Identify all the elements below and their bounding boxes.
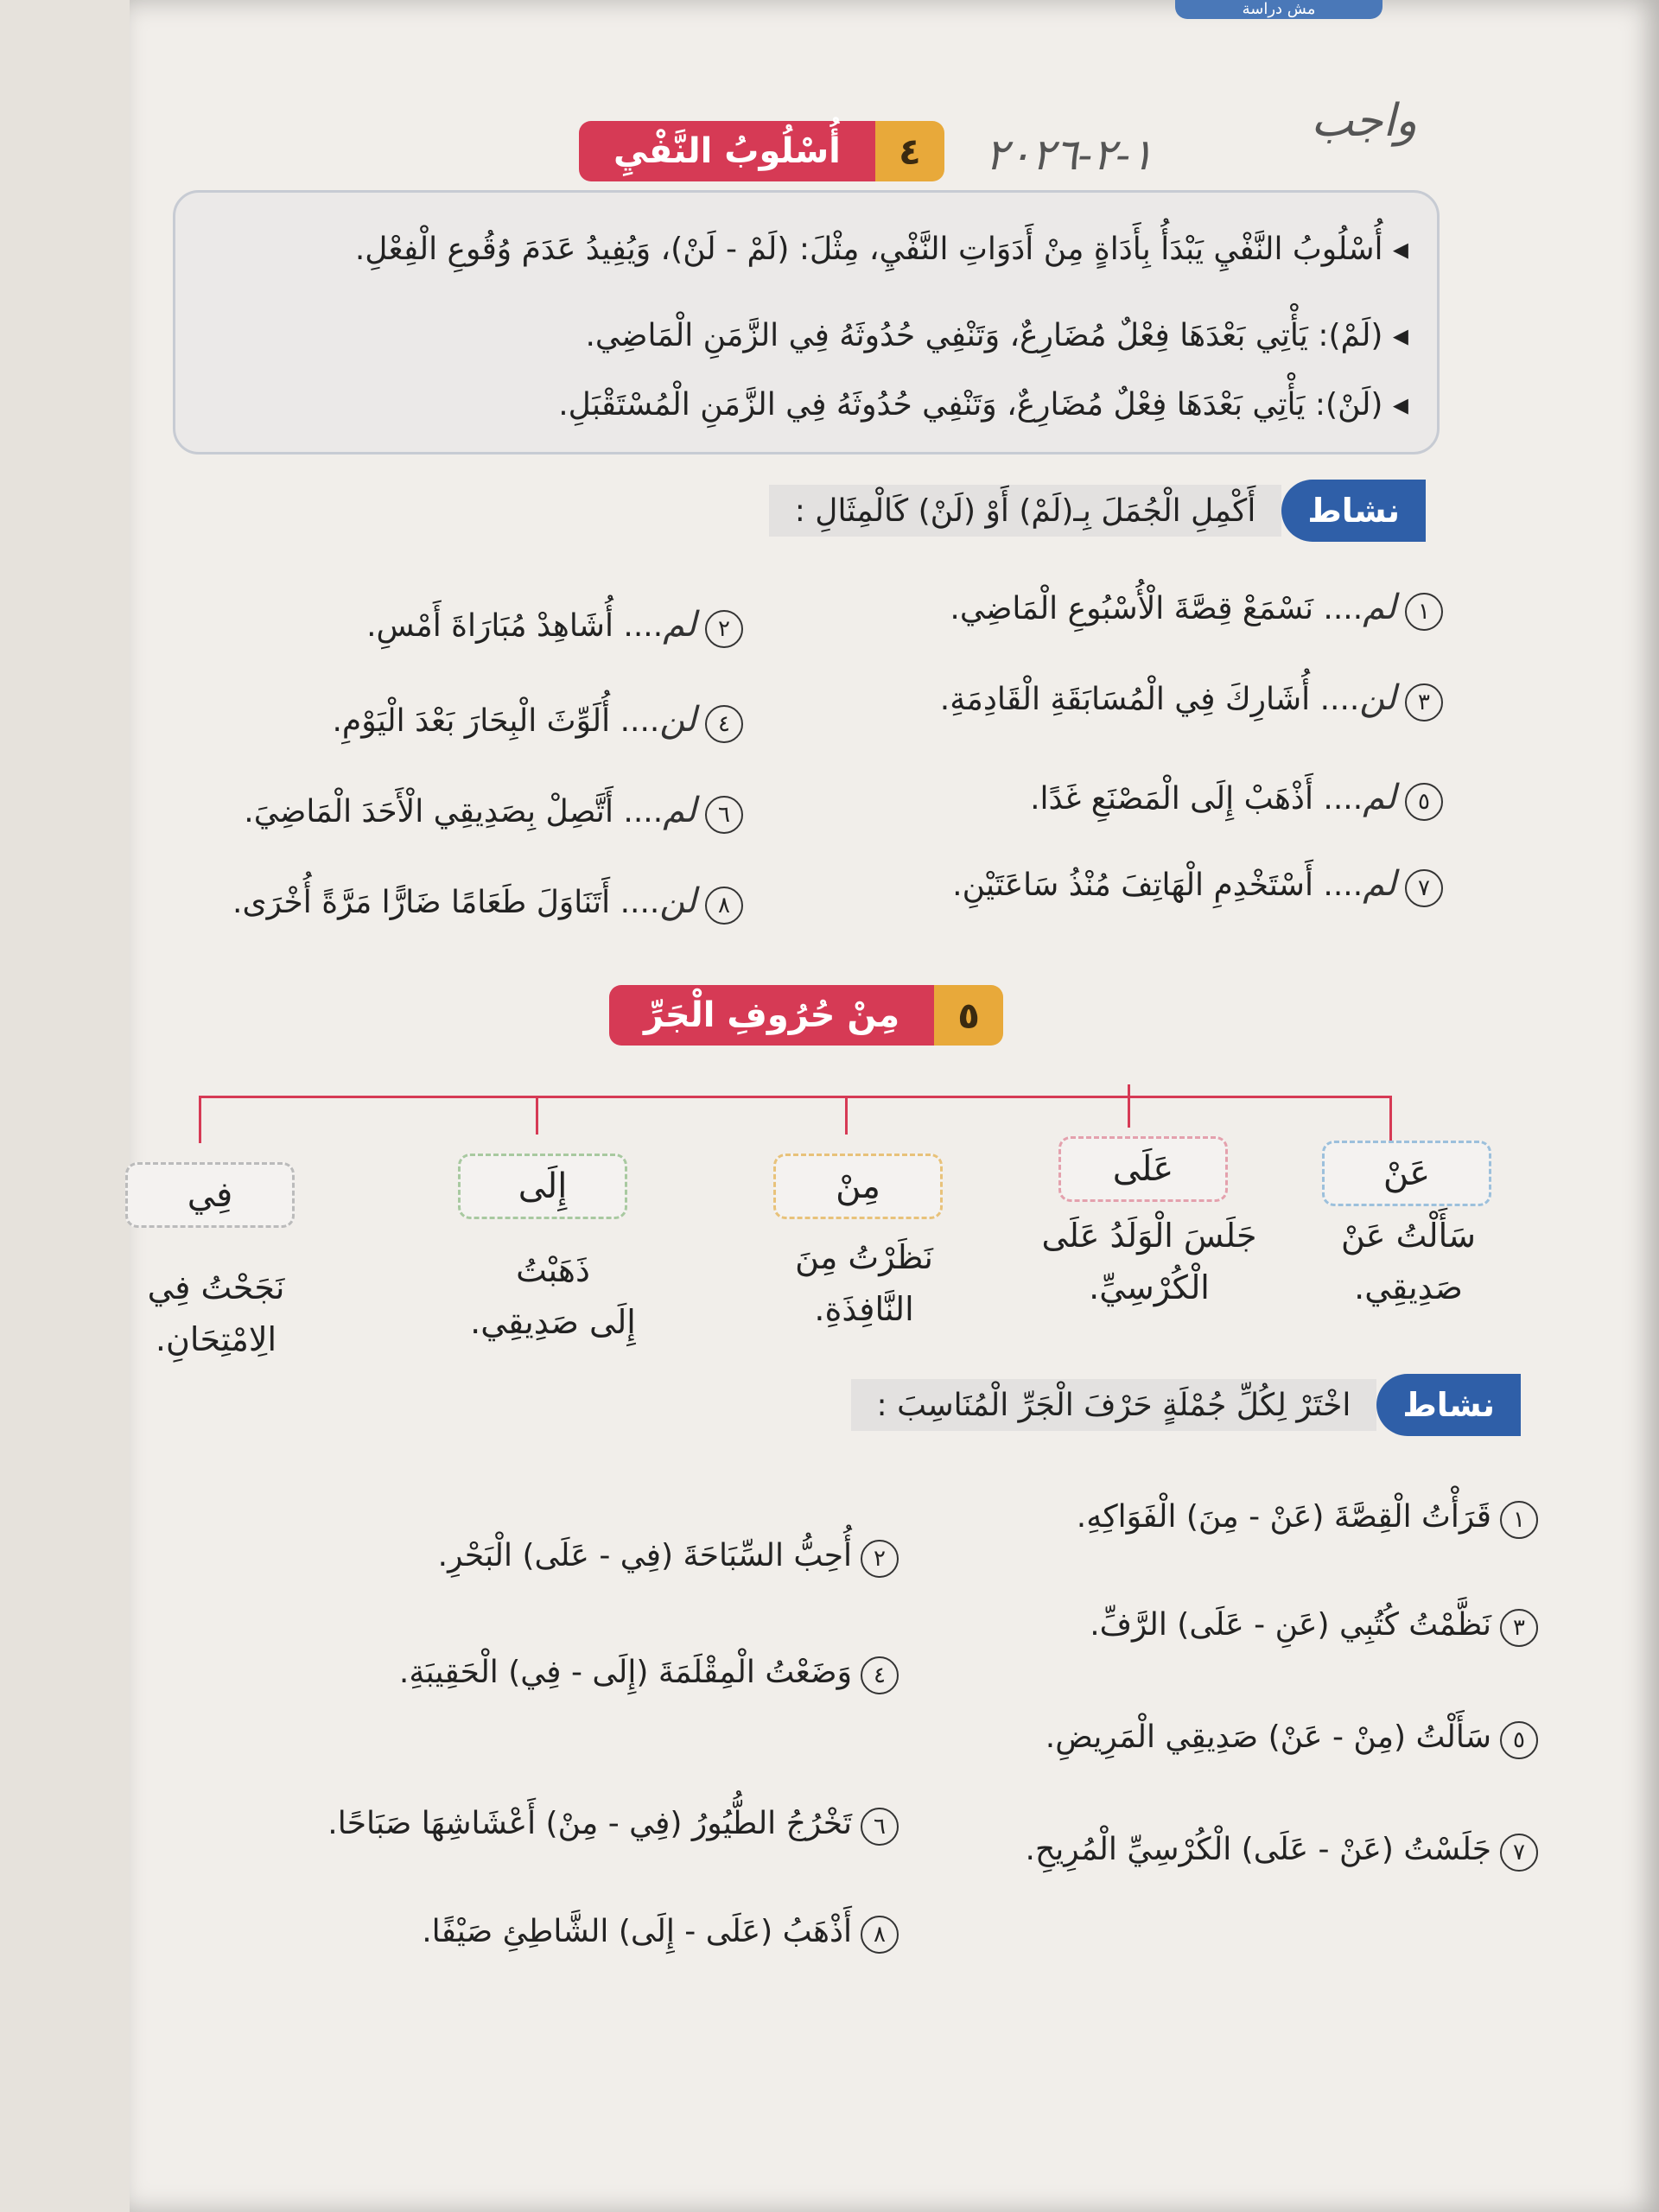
neg-item-2: ٢لم.... أُشَاهِدْ مُبَارَاةَ أَمْسِ. [366,605,743,648]
section-5-number: ٥ [934,985,1003,1046]
prep-item-2: ٢أُحِبُّ السِّبَاحَةَ (فِي - عَلَى) الْبَحْرِ. [438,1538,899,1578]
facing-page [0,0,130,2212]
example-ala: جَلَسَ الْوَلَدُ عَلَى الْكُرْسِيِّ. [1041,1217,1257,1306]
section-4-title-bar [579,121,944,181]
handwritten-date: ١-٢-٢٠٢٦ [985,130,1154,180]
example-an: سَأَلْتُ عَنْ صَدِيقِي. [1341,1217,1476,1306]
handwritten-homework: واجب [1311,95,1417,147]
tree-stem-4 [536,1096,538,1135]
prep-box-fi: فِي [125,1162,295,1228]
neg-item-1: ١لم.... نَسْمَعْ قِصَّةَ الْأُسْبُوعِ الْمَاضِي. [950,588,1443,631]
prep-item-3: ٣نَظَّمْتُ كُتُبِي (عَنِ - عَلَى) الرَّفِّ. [1090,1607,1538,1647]
section-5-title: مِنْ حُرُوفِ الْجَرِّ [609,985,934,1046]
neg-item-6: ٦لم.... أَتَّصِلْ بِصَدِيقِي الْأَحَدَ الْمَاضِيَ. [244,791,743,834]
neg-item-7: ٧لم.... أَسْتَخْدِمِ الْهَاتِفَ مُنْذُ سَاعَتَيْنِ. [952,864,1443,907]
activity-2-bar [851,1374,1521,1436]
neg-item-3: ٣لن.... أُشَارِكَ فِي الْمُسَابَقَةِ الْقَادِمَةِ. [940,678,1443,721]
rule-2: ◂ (لَمْ): يَأْتِي بَعْدَهَا فِعْلٌ مُضَارِعٌ، وَتَنْفِي حُدُوثَهُ فِي الزَّمَنِ الْمَاضِي. [585,318,1408,353]
top-header-strip [1175,0,1382,19]
neg-item-4: ٤لن.... أُلَوِّثَ الْبِحَارَ بَعْدَ الْيَوْمِ. [332,700,743,743]
section-4-title: أُسْلُوبُ النَّفْيِ [579,121,875,181]
top-label: مش دراسة [1242,0,1316,18]
activity-1-instruction: أَكْمِلِ الْجُمَلَ بِـ(لَمْ) أَوْ (لَنْ) كَالْمِثَالِ : [769,485,1282,537]
activity-2-badge: نشاط [1376,1374,1521,1436]
neg-item-5: ٥لم.... أَذْهَبْ إِلَى الْمَصْنَعِ غَدًا. [1030,778,1443,821]
tree-horizontal-line [199,1096,1391,1098]
example-fi: نَجَحْتُ فِي الِامْتِحَانِ. [147,1268,285,1358]
prep-item-8: ٨أَذْهَبُ (عَلَى - إِلَى) الشَّاطِئِ صَيْفًا. [422,1914,899,1954]
section-5-title-bar [609,985,1003,1046]
rule-3: ◂ (لَنْ): يَأْتِي بَعْدَهَا فِعْلٌ مُضَارِعٌ، وَتَنْفِي حُدُوثَهُ فِي الزَّمَنِ الْمُسْتَقْبَلِ. [558,387,1408,423]
prep-item-5: ٥سَأَلْتُ (مِنْ - عَنْ) صَدِيقِي الْمَرِيضِ. [1046,1719,1538,1759]
activity-1-badge: نشاط [1281,480,1426,542]
tree-stem-1 [1389,1096,1392,1143]
example-min: نَظَرْتُ مِنَ النَّافِذَةِ. [795,1238,933,1328]
prep-box-an: عَنْ [1322,1141,1491,1206]
prep-item-4: ٤وَضَعْتُ الْمِقْلَمَةَ (إِلَى - فِي) الْحَقِيبَةِ. [399,1655,899,1694]
prep-item-6: ٦تَخْرُجُ الطُّيُورُ (فِي - مِنْ) أَعْشَاشِهَا صَبَاحًا. [327,1806,899,1846]
prep-box-min: مِنْ [773,1154,943,1219]
tree-stem-5 [199,1096,201,1143]
example-ila: ذَهَبْتُ إِلَى صَدِيقِي. [470,1251,636,1341]
activity-2-instruction: اخْتَرْ لِكُلِّ جُمْلَةٍ حَرْفَ الْجَرِّ الْمُنَاسِبَ : [851,1379,1377,1431]
tree-stem-3 [845,1096,848,1135]
prep-box-ala: عَلَى [1058,1136,1228,1202]
prep-box-ila: إِلَى [458,1154,627,1219]
activity-1-bar [769,480,1426,542]
section-4-number: ٤ [875,121,944,181]
rule-1: ◂ أُسْلُوبُ النَّفْيِ يَبْدَأُ بِأَدَاةٍ مِنْ أَدَوَاتِ النَّفْيِ، مِثْلَ: (لَمْ - لَنْ)، وَيُفِيدُ عَدَمَ وُقُوعِ الْفِعْلِ. [354,232,1408,267]
prep-item-1: ١قَرَأْتُ الْقِصَّةَ (عَنْ - مِنَ) الْفَوَاكِهِ. [1077,1499,1538,1539]
neg-item-8: ٨لن.... أَتَنَاوَلَ طَعَامًا ضَارًّا مَرَّةً أُخْرَى. [232,881,743,925]
tree-stem-2 [1128,1084,1130,1128]
prep-item-7: ٧جَلَسْتُ (عَنْ - عَلَى) الْكُرْسِيِّ الْمُرِيحِ. [1026,1832,1538,1872]
